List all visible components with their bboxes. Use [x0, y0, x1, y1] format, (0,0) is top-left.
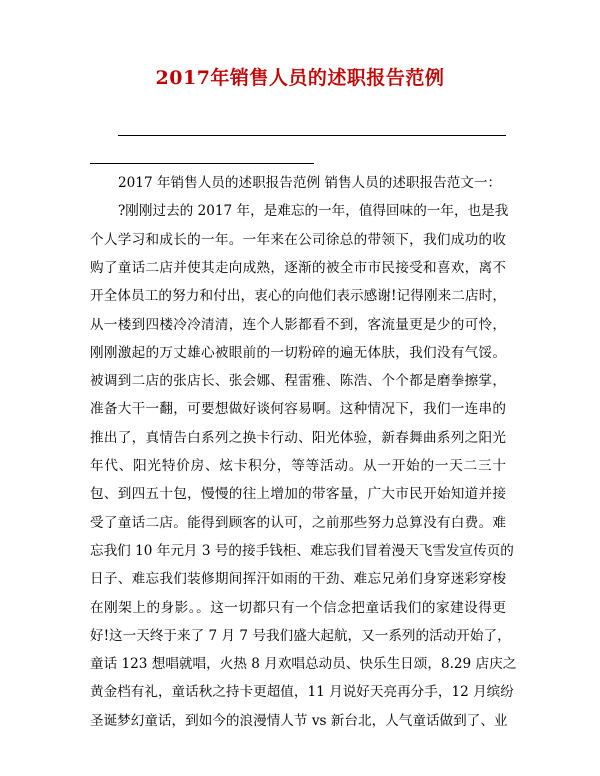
text-line: 刚刚激起的万丈雄心被眼前的一切粉碎的遍无体肤，我们没有气馁。	[90, 344, 506, 361]
text-line: 在刚架上的身影。。这一切都只有一个信念把童话我们的家建设得更	[90, 599, 506, 616]
text-line: 黄金档有礼，童话秋之持卡更超值，11 月说好天亮再分手，12 月缤纷	[90, 684, 514, 701]
text-line: 准备大干一翻，可要想做好谈何容易啊。这种情况下，我们一连串的	[90, 401, 506, 418]
text-line: 年代、阳光特价房、炫卡积分，等等活动。从一开始的一天二三十	[90, 458, 506, 474]
separator-line-1	[118, 135, 506, 136]
text-line: 忘我们 10 年元月 3 号的接手钱柜、难忘我们冒着漫天飞雪发宣传页的	[90, 542, 514, 559]
text-line: 从一楼到四楼冷冷清清，连个人影都看不到，客流量更是少的可怜，	[90, 316, 506, 333]
text-line: 受了童话二店。能得到顾客的认可，之前那些努力总算没有白费。难	[90, 514, 506, 531]
document-title: 2017年销售人员的述职报告范例	[155, 67, 445, 89]
text-line: 推出了，真情告白系列之换卡行动、阳光体验，新春舞曲系列之阳光	[90, 429, 506, 446]
text-line: 个人学习和成长的一年。一年来在公司徐总的带领下，我们成功的收	[90, 231, 506, 248]
text-line: 圣诞梦幻童话，到如今的浪漫情人节 vs 新台北，人气童话做到了、业	[90, 712, 508, 729]
text-line: 好!这一天终于来了 7 月 7 号我们盛大起航，又一系列的活动开始了，	[90, 627, 511, 644]
text-line: 2017 年销售人员的述职报告范例 销售人员的述职报告范文一：	[118, 175, 502, 191]
text-line: 日子、难忘我们装修期间挥汗如雨的干劲、难忘兄弟们身穿迷彩穿梭	[90, 571, 506, 588]
text-line: 包、到四五十包，慢慢的往上增加的带客量，广大市民开始知道并接	[90, 486, 506, 503]
text-line: 开全体员工的努力和付出，衷心的向他们表示感谢!记得刚来二店时，	[90, 288, 506, 305]
text-line: 被调到二店的张店长、张会娜、程雷雅、陈浩、个个都是磨拳擦掌，	[90, 373, 506, 390]
text-line: ?刚刚过去的 2017 年，是难忘的一年，值得回味的一年，也是我	[118, 203, 509, 220]
separator-line-2	[90, 163, 314, 164]
text-line: 购了童话二店并使其走向成熟，逐渐的被全市市民接受和喜欢，离不	[90, 259, 506, 276]
text-line: 童话 123 想唱就唱，火热 8 月欢唱总动员、快乐生日颂，8.29 店庆之	[90, 656, 517, 673]
